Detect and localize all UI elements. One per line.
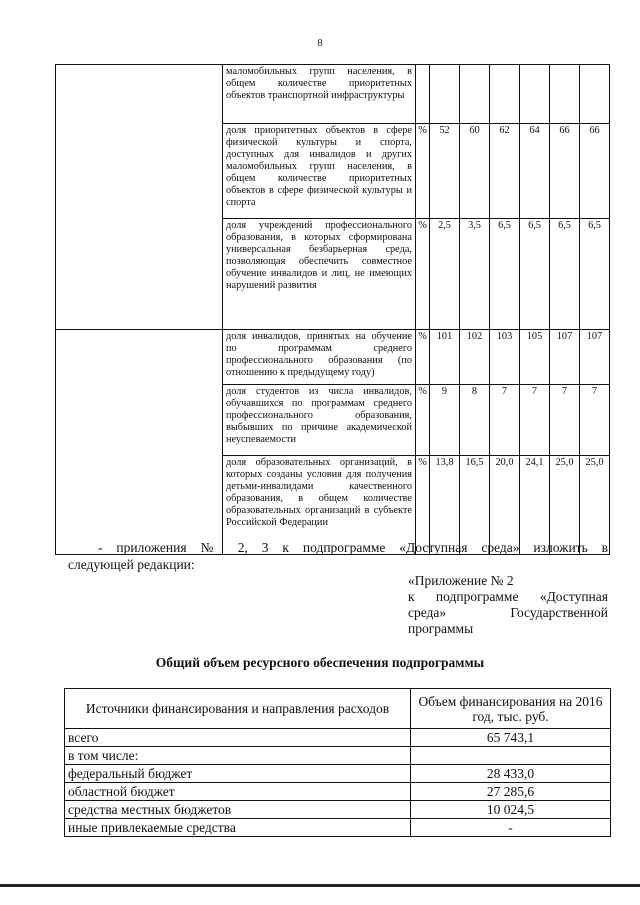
funding-header-source: Источники финансирования и направления расходов (65, 689, 411, 729)
indicator-name: доля студентов из числа инвалидов, обучавшихся по программам среднего профессионального образования, выбывших по причине академической неуспеваемости (223, 385, 416, 456)
indicator-value: 6,5 (550, 219, 580, 330)
indicator-unit: % (416, 385, 430, 456)
indicator-value: 7 (580, 385, 610, 456)
empty-cell (56, 330, 223, 555)
indicator-value: 24,1 (520, 456, 550, 555)
indicator-unit: % (416, 330, 430, 385)
indicator-value: 13,8 (430, 456, 460, 555)
indicator-value: 60 (460, 124, 490, 219)
page-number: 8 (317, 38, 323, 49)
indicator-unit (416, 65, 430, 124)
indicator-value: 2,5 (430, 219, 460, 330)
indicator-value: 66 (550, 124, 580, 219)
indicator-value: 62 (490, 124, 520, 219)
indicators-table (55, 64, 610, 555)
funding-row (65, 765, 611, 783)
indicator-row (56, 65, 610, 124)
funding-header-amount: Объем финансирования на 2016 год, тыс. руб. (411, 689, 611, 729)
indicator-name: доля приоритетных объектов в сфере физической культуры и спорта, доступных для инвалидов и других маломобильных групп населения, в общем количестве приоритетных объектов в сфере физической культуры и спорта (223, 124, 416, 219)
indicator-value: 66 (580, 124, 610, 219)
funding-amount: 10 024,5 (411, 801, 611, 819)
funding-amount: 28 433,0 (411, 765, 611, 783)
indicator-value: 107 (550, 330, 580, 385)
appendix-heading (408, 573, 608, 637)
funding-source: федеральный бюджет (65, 765, 411, 783)
funding-amount: 27 285,6 (411, 783, 611, 801)
indicator-value (520, 65, 550, 124)
indicator-name: доля инвалидов, принятых на обучение по программам среднего профессионального образования (по отношению к предыдущему году) (223, 330, 416, 385)
appendix-line: среда» Государственной (408, 605, 608, 620)
amendment-paragraph (68, 539, 608, 573)
indicator-value: 9 (430, 385, 460, 456)
indicator-name: маломобильных групп населения, в общем количестве приоритетных объектов транспортной инфраструктуры (223, 65, 416, 124)
indicator-value: 107 (580, 330, 610, 385)
indicator-value: 105 (520, 330, 550, 385)
appendix-line: программы (408, 621, 474, 636)
appendix-line: к подпрограмме «Доступная (408, 589, 608, 604)
funding-source: всего (65, 729, 411, 747)
indicator-value: 64 (520, 124, 550, 219)
indicator-name: доля образовательных организаций, в которых созданы условия для получения детьми-инвалидами качественного образования, в общем количестве образовательных организаций в субъекте Российской Федерации (223, 456, 416, 555)
funding-row (65, 729, 611, 747)
indicator-value (460, 65, 490, 124)
indicator-value: 101 (430, 330, 460, 385)
indicator-value: 102 (460, 330, 490, 385)
funding-amount (411, 747, 611, 765)
indicator-unit: % (416, 124, 430, 219)
indicator-value: 16,5 (460, 456, 490, 555)
funding-header-row (65, 689, 611, 729)
paragraph-line: следующей редакции: (68, 557, 195, 572)
indicator-value: 3,5 (460, 219, 490, 330)
indicator-value (550, 65, 580, 124)
indicator-value: 6,5 (490, 219, 520, 330)
empty-cell (56, 65, 223, 330)
funding-row (65, 783, 611, 801)
funding-source: областной бюджет (65, 783, 411, 801)
indicator-value: 25,0 (580, 456, 610, 555)
funding-table (64, 688, 611, 837)
indicator-value: 7 (490, 385, 520, 456)
indicator-row (56, 330, 610, 385)
indicator-name: доля учреждений профессионального образования, в которых сформирована универсальная безбарьерная среда, позволяющая обеспечить совместное обучение инвалидов и лиц, не имеющих нарушений развития (223, 219, 416, 330)
funding-row (65, 819, 611, 837)
indicator-value: 8 (460, 385, 490, 456)
funding-source: в том числе: (65, 747, 411, 765)
paragraph-line: - приложения № 2, 3 к подпрограмме «Доступная среда» изложить в (98, 540, 608, 555)
bottom-divider (0, 884, 640, 887)
indicator-value: 25,0 (550, 456, 580, 555)
indicator-unit: % (416, 456, 430, 555)
indicator-value: 6,5 (520, 219, 550, 330)
indicator-value (580, 65, 610, 124)
indicator-value (430, 65, 460, 124)
funding-row (65, 801, 611, 819)
indicator-unit: % (416, 219, 430, 330)
indicator-value: 7 (550, 385, 580, 456)
funding-source: иные привлекаемые средства (65, 819, 411, 837)
funding-row (65, 747, 611, 765)
funding-amount: 65 743,1 (411, 729, 611, 747)
indicator-value: 7 (520, 385, 550, 456)
indicator-value (490, 65, 520, 124)
funding-amount: - (411, 819, 611, 837)
section-title: Общий объем ресурсного обеспечения подпрограммы (155, 655, 485, 670)
indicator-value: 6,5 (580, 219, 610, 330)
indicator-value: 20,0 (490, 456, 520, 555)
funding-source: средства местных бюджетов (65, 801, 411, 819)
appendix-line: «Приложение № 2 (408, 573, 514, 588)
indicator-value: 103 (490, 330, 520, 385)
indicator-value: 52 (430, 124, 460, 219)
